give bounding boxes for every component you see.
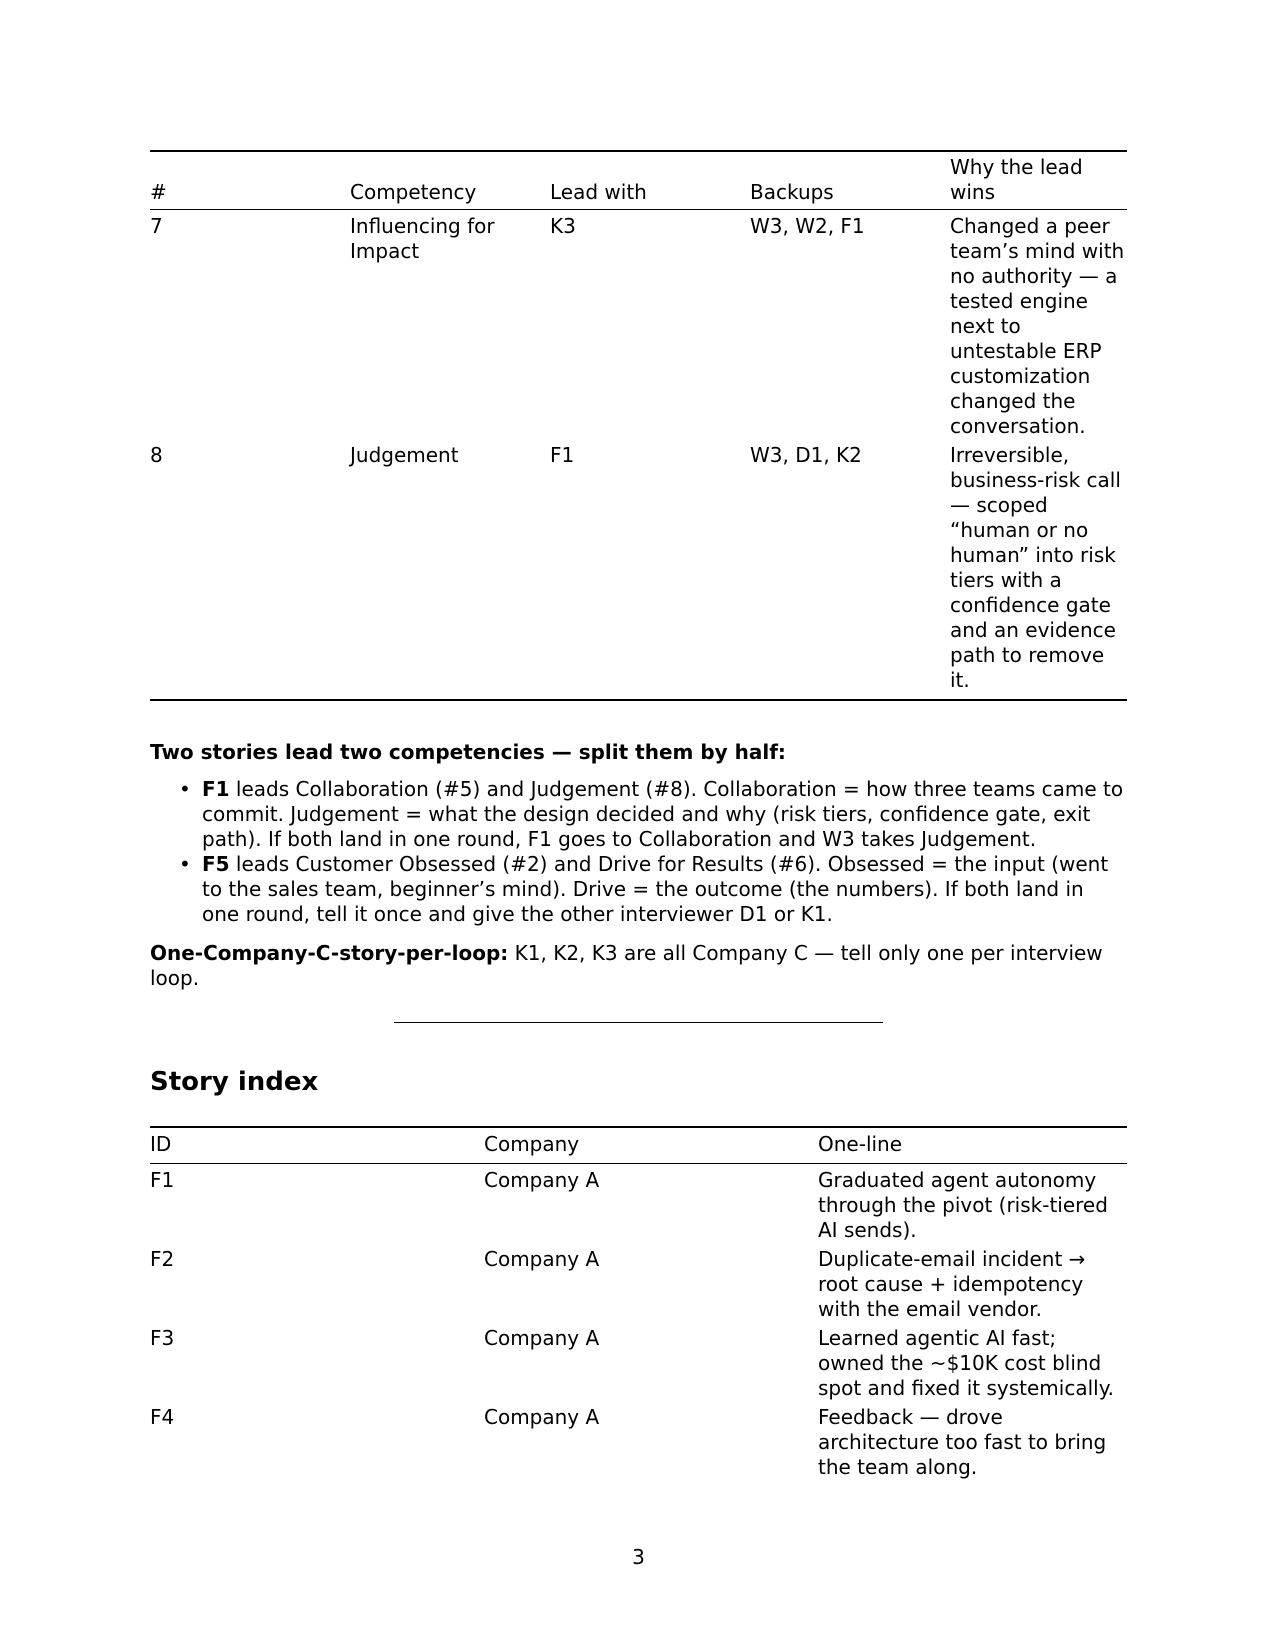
header-why-lead-wins: Why the lead wins (950, 155, 1083, 204)
competency-table-header (150, 152, 1127, 210)
list-item (150, 777, 1127, 852)
list-item (150, 852, 1127, 927)
header-company: Company (484, 1132, 580, 1156)
story-one-line: Learned agentic AI fast; owned the ~$10K cost blind spot and fixed it systemically. (818, 1326, 1115, 1400)
bullet-story-id: F5 (202, 852, 230, 876)
story-one-line: Graduated agent autonomy through the pivot (risk-tiered AI sends). (818, 1168, 1108, 1242)
row-lead: K3 (550, 214, 576, 238)
row-number: 7 (150, 214, 163, 238)
header-number: # (150, 180, 167, 204)
bullet-icon: • (179, 777, 191, 801)
story-table-header (150, 1128, 1127, 1164)
story-one-line: Duplicate-email incident → root cause + idempotency with the email vendor. (818, 1247, 1086, 1321)
table-row (150, 439, 1127, 699)
table-row (150, 210, 1127, 439)
table-row (150, 1322, 1127, 1401)
header-backups: Backups (750, 180, 834, 204)
notes-bullet-list (150, 777, 1127, 927)
story-id: F4 (150, 1405, 175, 1429)
loop-note-text: K1, K2, K3 are all Company C — tell only one per interview loop. (150, 941, 1103, 990)
header-lead-with: Lead with (550, 180, 647, 204)
row-competency: Judgement (350, 443, 459, 467)
page-number: 3 (632, 1545, 645, 1569)
table-row (150, 1401, 1127, 1480)
competency-table (150, 150, 1127, 701)
bullet-story-id: F1 (202, 777, 230, 801)
header-id: ID (150, 1132, 172, 1156)
row-backups: W3, D1, K2 (750, 443, 862, 467)
row-backups: W3, W2, F1 (750, 214, 865, 238)
row-why: Irreversible, business-risk call — scoped “human or no human” into risk tiers with a confidence gate and an evidence path to remove it. (950, 443, 1121, 692)
story-company: Company A (484, 1326, 600, 1350)
story-company: Company A (484, 1168, 600, 1192)
story-id: F3 (150, 1326, 175, 1350)
section-divider (394, 1022, 883, 1023)
story-id: F1 (150, 1168, 175, 1192)
row-lead: F1 (550, 443, 575, 467)
header-one-line: One-line (818, 1132, 903, 1156)
bullet-icon: • (179, 852, 191, 876)
story-one-line: Feedback — drove architecture too fast to bring the team along. (818, 1405, 1107, 1479)
table-row (150, 1243, 1127, 1322)
story-company: Company A (484, 1247, 600, 1271)
story-index-table (150, 1126, 1127, 1480)
table-row (150, 1164, 1127, 1243)
row-competency: Influencing for Impact (350, 214, 495, 263)
notes-title: Two stories lead two competencies — split them by half: (150, 740, 786, 764)
header-competency: Competency (350, 180, 477, 204)
loop-note-label: One-Company-C-story-per-loop: (150, 941, 509, 965)
bullet-text: leads Collaboration (#5) and Judgement (#8). Collaboration = how three teams came to commit. Judgement = what the design decided and why (risk tiers, confidence gate, exit path). If both land in one round, F1 goes to Collaboration and W3 takes Judgement. (202, 777, 1124, 851)
section-title: Story index (150, 1067, 319, 1097)
competency-notes (150, 740, 1127, 1011)
row-number: 8 (150, 443, 163, 467)
bullet-text: leads Customer Obsessed (#2) and Drive for Results (#6). Obsessed = the input (went to the sales team, beginner’s mind). Drive = the outcome (the numbers). If both land in one round, tell it once and give the other interviewer D1 or K1. (202, 852, 1109, 926)
document-page (150, 0, 1127, 1650)
story-id: F2 (150, 1247, 175, 1271)
row-why: Changed a peer team’s mind with no authority — a tested engine next to untestable ERP customization changed the conversation. (950, 214, 1125, 438)
loop-note (150, 941, 1127, 991)
story-company: Company A (484, 1405, 600, 1429)
